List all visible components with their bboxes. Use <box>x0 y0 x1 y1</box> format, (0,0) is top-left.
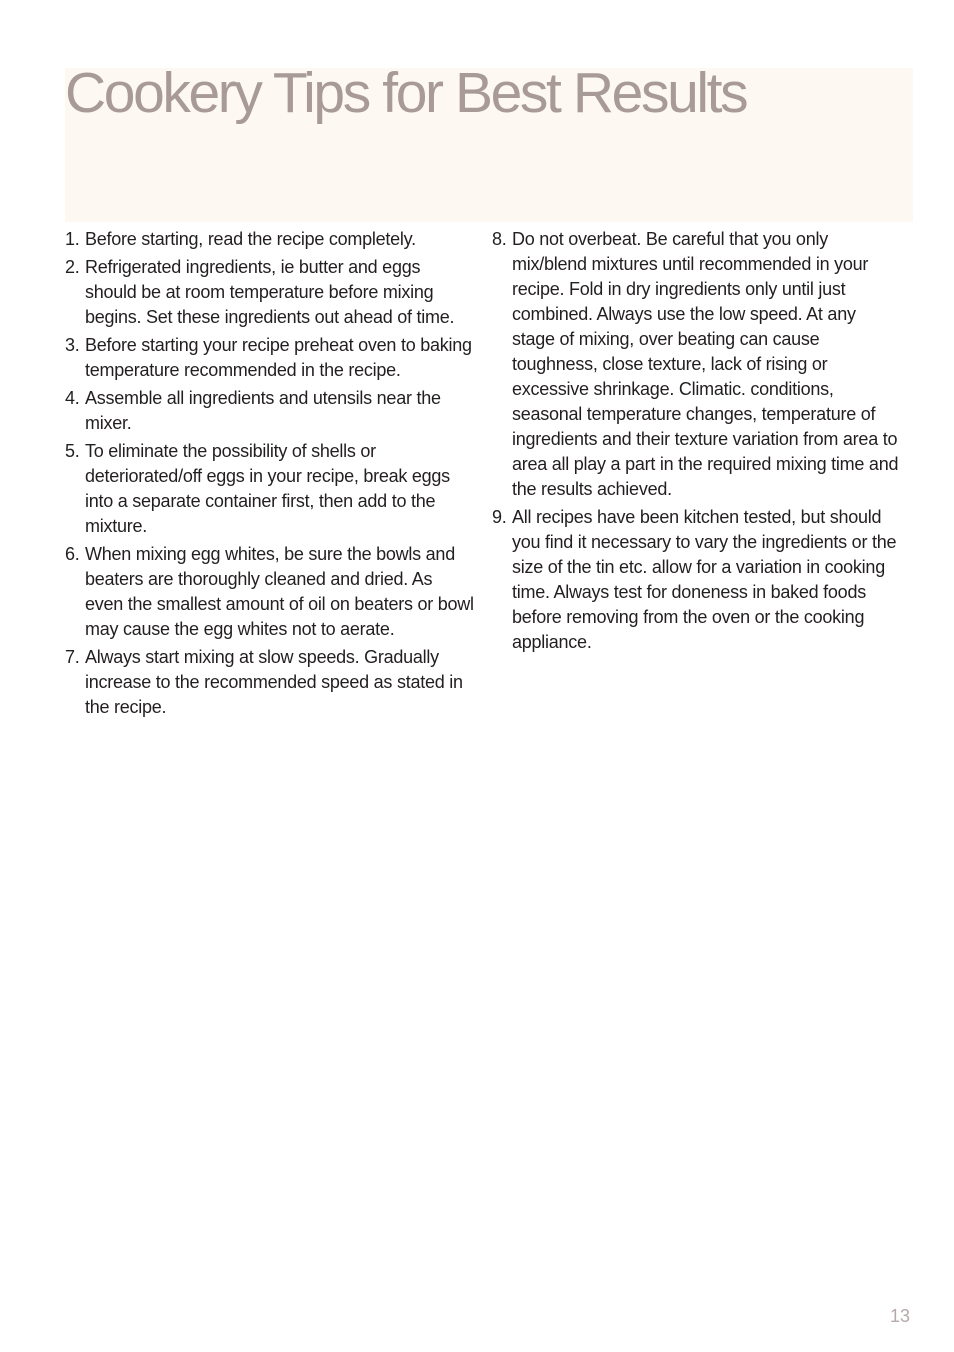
page-title: Cookery Tips for Best Results <box>65 61 747 125</box>
tip-number: 8. <box>492 229 507 249</box>
tip-item-2 <box>65 255 475 330</box>
tip-item-1 <box>65 227 475 252</box>
tip-item-4 <box>65 386 475 436</box>
tip-item-7 <box>65 645 475 720</box>
tip-text: Do not overbeat. Be careful that you only mix/blend mixtures until recommended in your recipe. Fold in dry ingredients only until just combined. Always use the low speed. At any stage of mixing, over beating can cause toughness, close texture, lack of rising or excessive shrinkage. Climatic. conditions, seasonal temperature changes, temperature of ingredients and their texture variation from area to area all play a part in the required mixing time and the results achieved. <box>512 229 899 499</box>
tip-number: 1. <box>65 229 80 249</box>
tip-text: Assemble all ingredients and utensils near the mixer. <box>85 388 441 433</box>
tip-text: When mixing egg whites, be sure the bowls and beaters are thoroughly cleaned and dried. As even the smallest amount of oil on beaters or bowl may cause the egg whites not to aerate. <box>85 544 474 639</box>
tip-number: 3. <box>65 335 80 355</box>
tip-number: 4. <box>65 388 80 408</box>
tip-number: 9. <box>492 507 507 527</box>
tip-text: All recipes have been kitchen tested, but should you find it necessary to vary the ingredients or the size of the tin etc. allow for a variation in cooking time. Always test for doneness in baked foods before removing from the oven or the cooking appliance. <box>512 507 897 652</box>
tip-text: To eliminate the possibility of shells or deteriorated/off eggs in your recipe, break eggs into a separate container first, then add to the mixture. <box>85 441 450 536</box>
tip-number: 2. <box>65 257 80 277</box>
tip-text: Refrigerated ingredients, ie butter and eggs should be at room temperature before mixing begins. Set these ingredients out ahead of time. <box>85 257 455 327</box>
tip-item-6 <box>65 542 475 642</box>
tips-column-left <box>65 227 475 723</box>
tip-item-3 <box>65 333 475 383</box>
tip-number: 6. <box>65 544 80 564</box>
tip-item-9 <box>492 505 902 655</box>
tip-text: Always start mixing at slow speeds. Gradually increase to the recommended speed as stated in the recipe. <box>85 647 463 717</box>
tip-item-8 <box>492 227 902 502</box>
tip-text: Before starting your recipe preheat oven to baking temperature recommended in the recipe. <box>85 335 472 380</box>
tip-number: 5. <box>65 441 80 461</box>
tip-item-5 <box>65 439 475 539</box>
tip-number: 7. <box>65 647 80 667</box>
tips-column-right <box>492 227 902 658</box>
page-number: 13 <box>889 1306 910 1326</box>
tip-text: Before starting, read the recipe completely. <box>85 229 416 249</box>
